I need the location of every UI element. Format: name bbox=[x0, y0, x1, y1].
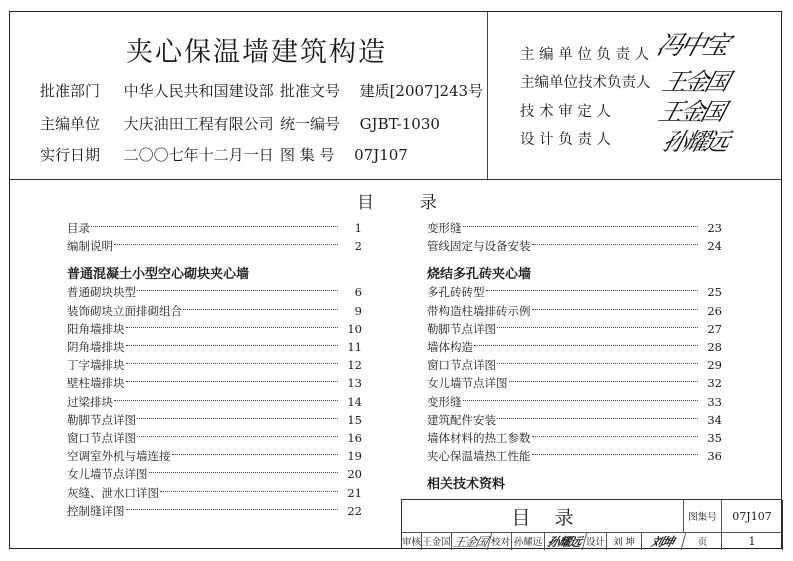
toc-entry-title: 夹心保温墙热工性能 bbox=[427, 449, 531, 464]
toc-entry-title: 普通砌块块型 bbox=[67, 285, 136, 300]
info-label: 主编单位 bbox=[40, 115, 101, 133]
toc-entry[interactable] bbox=[427, 283, 722, 301]
toc-entry-page: 13 bbox=[347, 376, 362, 391]
leader-dots bbox=[486, 290, 699, 291]
toc-section-heading: 普通混凝土小型空心砌块夹心墙 bbox=[67, 266, 250, 282]
info-row-atlas-number bbox=[280, 144, 408, 165]
toc-entry-title: 空调室外机与墙连接 bbox=[67, 449, 171, 464]
toc-entry[interactable] bbox=[67, 465, 362, 483]
check-label: 校对 bbox=[490, 532, 512, 550]
toc-entry[interactable] bbox=[427, 393, 722, 411]
info-label: 图 集 号 bbox=[280, 146, 335, 164]
responsible-label: 主编单位技术负责人 bbox=[520, 75, 651, 91]
toc-entry[interactable] bbox=[427, 429, 722, 447]
leader-dots bbox=[474, 345, 698, 346]
toc-entry-title: 女儿墙节点详图 bbox=[427, 376, 508, 391]
toc-entry-title: 壁柱墙排块 bbox=[67, 376, 125, 391]
toc-entry-title: 勒脚节点详图 bbox=[427, 321, 496, 336]
toc-entry-page: 35 bbox=[707, 430, 722, 445]
leader-dots bbox=[137, 418, 338, 419]
info-value: 中华人民共和国建设部 bbox=[123, 82, 274, 100]
toc-entry-page: 11 bbox=[347, 340, 362, 355]
toc-entry[interactable] bbox=[427, 374, 722, 392]
leader-dots bbox=[497, 327, 698, 328]
info-row-approval-dept bbox=[40, 80, 274, 101]
atlas-number-value: 07J107 bbox=[722, 500, 783, 532]
toc-entry[interactable] bbox=[67, 429, 362, 447]
toc-title-left: 目 bbox=[357, 193, 374, 213]
toc-entry-page: 16 bbox=[347, 430, 362, 445]
design-name: 刘 坤 bbox=[607, 532, 642, 550]
info-value: 07J107 bbox=[354, 146, 408, 164]
toc-entry-page: 10 bbox=[347, 321, 362, 336]
toc-entry-title: 灰缝、泄水口详图 bbox=[67, 485, 159, 500]
design-label: 设计 bbox=[585, 532, 607, 550]
leader-dots bbox=[137, 436, 338, 437]
check-signature: 孙耀远 bbox=[543, 532, 588, 550]
info-value: 二〇〇七年十二月一日 bbox=[123, 146, 274, 164]
toc-entry-title: 变形缝 bbox=[427, 394, 462, 409]
leader-dots bbox=[126, 327, 339, 328]
toc-entry-title: 目录 bbox=[67, 221, 90, 236]
toc-entry-page: 15 bbox=[347, 412, 362, 427]
toc-entry-title: 变形缝 bbox=[427, 221, 462, 236]
responsible-label: 设 计 负 责 人 bbox=[520, 132, 611, 148]
toc-entry[interactable] bbox=[67, 374, 362, 392]
leader-dots bbox=[137, 290, 338, 291]
toc-entry-title: 阴角墙排块 bbox=[67, 340, 125, 355]
info-value: 建质[2007]243号 bbox=[359, 82, 484, 100]
toc-entry[interactable] bbox=[67, 447, 362, 465]
signature: 王金国 bbox=[659, 68, 731, 96]
toc-entry-title: 丁字墙排块 bbox=[67, 358, 125, 373]
toc-entry-page: 23 bbox=[707, 221, 722, 236]
toc-entry[interactable] bbox=[427, 338, 722, 356]
toc-entry[interactable] bbox=[67, 338, 362, 356]
leader-dots bbox=[126, 363, 339, 364]
toc-section-heading: 烧结多孔砖夹心墙 bbox=[427, 266, 532, 282]
leader-dots bbox=[532, 244, 699, 245]
leader-dots bbox=[160, 491, 338, 492]
toc-entry-page: 28 bbox=[707, 340, 722, 355]
responsible-label: 技 术 审 定 人 bbox=[520, 104, 611, 120]
toc-entry-page: 27 bbox=[707, 321, 722, 336]
leader-dots bbox=[463, 226, 699, 227]
toc-entry-page: 29 bbox=[707, 358, 722, 373]
toc-entry-page: 32 bbox=[707, 376, 722, 391]
leader-dots bbox=[532, 454, 699, 455]
toc-entry[interactable] bbox=[427, 219, 722, 237]
toc-entry-page: 24 bbox=[707, 239, 722, 254]
toc-entry-title: 墙体材料的热工参数 bbox=[427, 430, 531, 445]
review-signature: 王金国 bbox=[450, 532, 493, 550]
toc-left-column bbox=[67, 219, 362, 520]
toc-right-column bbox=[427, 219, 722, 493]
leader-dots bbox=[126, 509, 339, 510]
toc-entry-title: 管线固定与设备安装 bbox=[427, 239, 531, 254]
info-label: 批准部门 bbox=[40, 82, 101, 100]
review-name: 王金国 bbox=[422, 532, 452, 550]
toc-title-right: 录 bbox=[420, 193, 437, 213]
toc-entry-page: 20 bbox=[347, 467, 362, 482]
title-block bbox=[401, 499, 782, 549]
leader-dots bbox=[149, 472, 339, 473]
toc-entry-title: 控制缝详图 bbox=[67, 503, 125, 518]
toc-entry[interactable] bbox=[427, 237, 722, 255]
info-row-approval-number bbox=[280, 80, 483, 101]
document-title: 夹心保温墙建筑构造 bbox=[126, 37, 387, 68]
toc-entry-page: 26 bbox=[707, 303, 722, 318]
toc-entry-title: 多孔砖砖型 bbox=[427, 285, 485, 300]
toc-entry-title: 窗口节点详图 bbox=[67, 430, 136, 445]
toc-entry-title: 窗口节点详图 bbox=[427, 358, 496, 373]
signature: 孙耀远 bbox=[659, 128, 731, 156]
toc-entry-page: 33 bbox=[707, 394, 722, 409]
toc-entry[interactable] bbox=[67, 356, 362, 374]
info-label: 统一编号 bbox=[280, 115, 341, 133]
toc-entry-page: 36 bbox=[707, 449, 722, 464]
signature: 王金国 bbox=[655, 98, 727, 126]
toc-entry[interactable] bbox=[67, 483, 362, 501]
toc-entry[interactable] bbox=[427, 447, 722, 465]
header-vertical-divider bbox=[487, 11, 488, 179]
leader-dots bbox=[532, 309, 699, 310]
atlas-number-label: 图集号 bbox=[684, 500, 722, 532]
toc-entry-page: 6 bbox=[354, 285, 362, 300]
responsible-label: 主 编 单 位 负 责 人 bbox=[520, 47, 650, 63]
info-value: GJBT-1030 bbox=[359, 115, 440, 133]
toc-entry-page: 14 bbox=[347, 394, 362, 409]
toc-entry-page: 1 bbox=[354, 221, 362, 236]
page-label: 页 bbox=[684, 532, 722, 550]
toc-entry-page: 12 bbox=[347, 358, 362, 373]
info-value: 大庆油田工程有限公司 bbox=[123, 115, 274, 133]
leader-dots bbox=[183, 309, 338, 310]
toc-entry[interactable] bbox=[67, 411, 362, 429]
leader-dots bbox=[532, 436, 699, 437]
toc-entry[interactable] bbox=[67, 302, 362, 320]
leader-dots bbox=[126, 345, 339, 346]
leader-dots bbox=[91, 226, 338, 227]
toc-entry[interactable] bbox=[67, 393, 362, 411]
toc-entry-page: 9 bbox=[354, 303, 362, 318]
toc-entry-title: 墙体构造 bbox=[427, 340, 473, 355]
toc-entry-title: 过梁排块 bbox=[67, 394, 113, 409]
leader-dots bbox=[114, 244, 338, 245]
leader-dots bbox=[114, 400, 338, 401]
leader-dots bbox=[509, 381, 699, 382]
design-signature: 刘坤 bbox=[640, 532, 687, 550]
toc-entry-title: 编制说明 bbox=[67, 239, 113, 254]
toc-entry-title: 阳角墙排块 bbox=[67, 321, 125, 336]
leader-dots bbox=[172, 454, 339, 455]
toc-entry[interactable] bbox=[67, 283, 362, 301]
toc-entry-page: 34 bbox=[707, 412, 722, 427]
toc-entry-title: 女儿墙节点详图 bbox=[67, 467, 148, 482]
leader-dots bbox=[126, 381, 339, 382]
signature: 冯中宝 bbox=[653, 31, 731, 61]
toc-entry[interactable] bbox=[427, 320, 722, 338]
leader-dots bbox=[497, 418, 698, 419]
toc-entry-title: 勒脚节点详图 bbox=[67, 412, 136, 427]
toc-entry[interactable] bbox=[67, 219, 362, 237]
toc-entry[interactable] bbox=[67, 320, 362, 338]
toc-entry-page: 19 bbox=[347, 449, 362, 464]
toc-entry-page: 2 bbox=[354, 239, 362, 254]
info-row-effective-date bbox=[40, 144, 274, 165]
toc-entry[interactable] bbox=[427, 356, 722, 374]
toc-entry-title: 带构造柱墙排砖示例 bbox=[427, 303, 531, 318]
toc-entry-title: 建筑配件安装 bbox=[427, 412, 496, 427]
toc-entry-page: 21 bbox=[347, 485, 362, 500]
info-row-unified-number bbox=[280, 113, 440, 134]
toc-entry-page: 22 bbox=[347, 503, 362, 518]
leader-dots bbox=[497, 363, 698, 364]
toc-entry[interactable] bbox=[67, 237, 362, 255]
leader-dots bbox=[463, 400, 699, 401]
info-label: 实行日期 bbox=[40, 146, 101, 164]
toc-entry-page: 25 bbox=[707, 285, 722, 300]
review-label: 审核 bbox=[402, 532, 422, 550]
header-divider bbox=[9, 179, 782, 180]
toc-section-heading: 相关技术资料 bbox=[427, 476, 506, 492]
page-value: 1 bbox=[722, 532, 783, 550]
toc-entry[interactable] bbox=[427, 411, 722, 429]
info-row-editor-unit bbox=[40, 113, 274, 134]
toc-entry-title: 装饰砌块立面排砌组合 bbox=[67, 303, 182, 318]
info-label: 批准文号 bbox=[280, 82, 341, 100]
toc-entry[interactable] bbox=[67, 502, 362, 520]
sheet-title: 目录 bbox=[402, 500, 684, 532]
check-name: 孙耀远 bbox=[512, 532, 545, 550]
toc-entry[interactable] bbox=[427, 302, 722, 320]
